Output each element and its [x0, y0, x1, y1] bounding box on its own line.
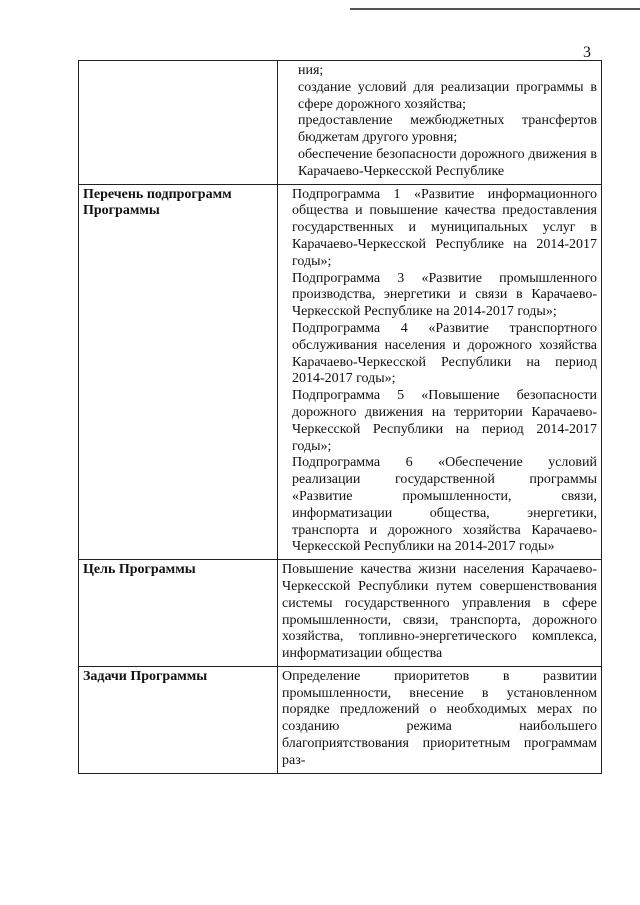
content-paragraph: Определение приоритетов в развитии промышленности, внесение в установленном порядке предложений о необходимых мерах по созданию режима наибольшего благоприятствования приоритетным программам раз- [282, 668, 597, 768]
program-passport-table [78, 60, 602, 774]
row-label: Цель Программы [79, 560, 278, 667]
content-paragraph: Подпрограмма 3 «Развитие промышленного производства, энергетики и связи в Карачаево-Черкесской Республике на 2014-2017 годы»; [292, 270, 597, 320]
content-paragraph: Подпрограмма 4 «Развитие транспортного обслуживания населения и дорожного хозяйства Карачаево-Черкесской Республики на период 2014-2017 годы»; [292, 320, 597, 387]
content-paragraph: Подпрограмма 1 «Развитие информационного общества и повышение качества предоставления государственных и муниципальных услуг в Карачаево-Черкесской Республике на 2014-2017 годы»; [292, 186, 597, 269]
row-content [278, 61, 602, 185]
content-paragraph: создание условий для реализации программы в сфере дорожного хозяйства; [298, 79, 597, 112]
table-row-goal [79, 560, 602, 667]
table-row-subprograms [79, 184, 602, 560]
content-paragraph: предоставление межбюджетных трансфертов бюджетам другого уровня; [298, 113, 597, 146]
table-row-continuation [79, 61, 602, 185]
content-paragraph: Повышение качества жизни населения Карачаево-Черкесской Республики путем совершенствования системы государственного управления в сфере промышленности, связи, транспорта, дорожного хозяйства, топливно-энергетического комплекса, информатизации общества [282, 562, 597, 662]
row-content [278, 184, 602, 560]
row-content [278, 560, 602, 667]
content-paragraph: ния; [298, 63, 324, 78]
row-content [278, 666, 602, 773]
table-row-tasks [79, 666, 602, 773]
row-label: Задачи Программы [79, 666, 278, 773]
scan-top-edge-line [350, 8, 640, 10]
content-paragraph: обеспечение безопасности дорожного движения в Карачаево-Черкесской Республике [298, 146, 597, 179]
row-label [79, 61, 278, 185]
content-paragraph: Подпрограмма 6 «Обеспечение условий реализации государственной программы «Развитие промышленности, связи, информатизации общества, энергетики, транспорта и дорожного хозяйства Карачаево-Черкесской Республики на 2014-2017 годы» [292, 455, 597, 555]
page-number: 3 [583, 44, 591, 61]
content-paragraph: Подпрограмма 5 «Повышение безопасности дорожного движения на территории Карачаево-Черкесской Республики на период 2014-2017 годы»; [292, 388, 597, 454]
row-label: Перечень подпрограмм Программы [79, 184, 278, 560]
